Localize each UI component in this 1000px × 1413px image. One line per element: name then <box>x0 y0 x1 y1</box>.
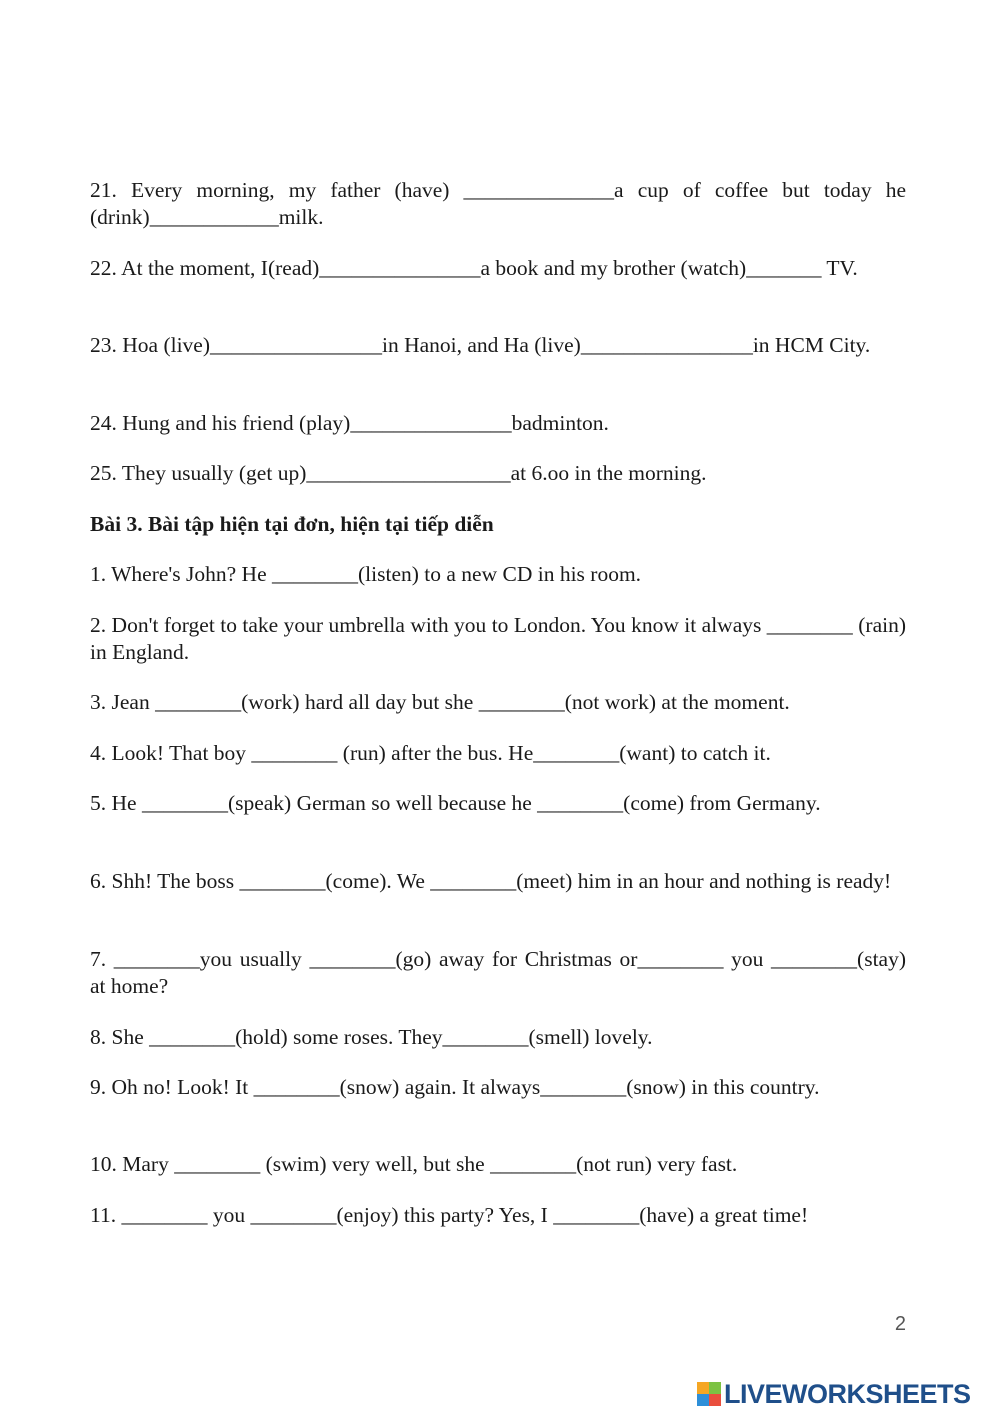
exercise-7: 7. ________you usually ________(go) away for Christmas or________ you ________(stay) at home? <box>90 947 906 998</box>
exercise-23: 23. Hoa (live)________________in Hanoi, and Ha (live)________________in HCM City. <box>90 333 871 357</box>
exercise-11: 11. ________ you ________(enjoy) this party? Yes, I ________(have) a great time! <box>90 1203 809 1227</box>
exercise-24: 24. Hung and his friend (play)_______________badminton. <box>90 411 609 435</box>
liveworksheets-grid-icon <box>697 1382 721 1406</box>
exercise-4: 4. Look! That boy ________ (run) after the bus. He________(want) to catch it. <box>90 741 771 765</box>
exercise-22: 22. At the moment, I(read)_______________a book and my brother (watch)_______ TV. <box>90 256 858 280</box>
icon-square-red <box>709 1394 721 1406</box>
exercise-10: 10. Mary ________ (swim) very well, but she ________(not run) very fast. <box>90 1152 738 1176</box>
liveworksheets-logo[interactable] <box>697 1379 997 1409</box>
exercise-9: 9. Oh no! Look! It ________(snow) again. It always________(snow) in this country. <box>90 1075 820 1099</box>
exercise-25: 25. They usually (get up)___________________at 6.oo in the morning. <box>90 461 707 485</box>
worksheet-page <box>90 0 906 1413</box>
exercise-1: 1. Where's John? He ________(listen) to a new CD in his room. <box>90 562 642 586</box>
page-number: 2 <box>894 1313 906 1335</box>
exercise-21: 21. Every morning, my father (have) ______________a cup of coffee but today he (drink)____________milk. <box>90 178 906 229</box>
exercise-6: 6. Shh! The boss ________(come). We ________(meet) him in an hour and nothing is ready! <box>90 869 892 893</box>
icon-square-orange <box>697 1382 709 1394</box>
icon-square-blue <box>697 1394 709 1406</box>
section-heading: Bài 3. Bài tập hiện tại đơn, hiện tại tiếp diễn <box>90 512 494 536</box>
exercise-5: 5. He ________(speak) German so well because he ________(come) from Germany. <box>90 791 821 815</box>
exercise-3: 3. Jean ________(work) hard all day but she ________(not work) at the moment. <box>90 690 790 714</box>
exercise-8: 8. She ________(hold) some roses. They________(smell) lovely. <box>90 1025 653 1049</box>
liveworksheets-wordmark: LIVEWORKSHEETS <box>724 1379 971 1409</box>
icon-square-green <box>709 1382 721 1394</box>
exercise-2: 2. Don't forget to take your umbrella with you to London. You know it always ________ (rain) in England. <box>90 613 906 664</box>
